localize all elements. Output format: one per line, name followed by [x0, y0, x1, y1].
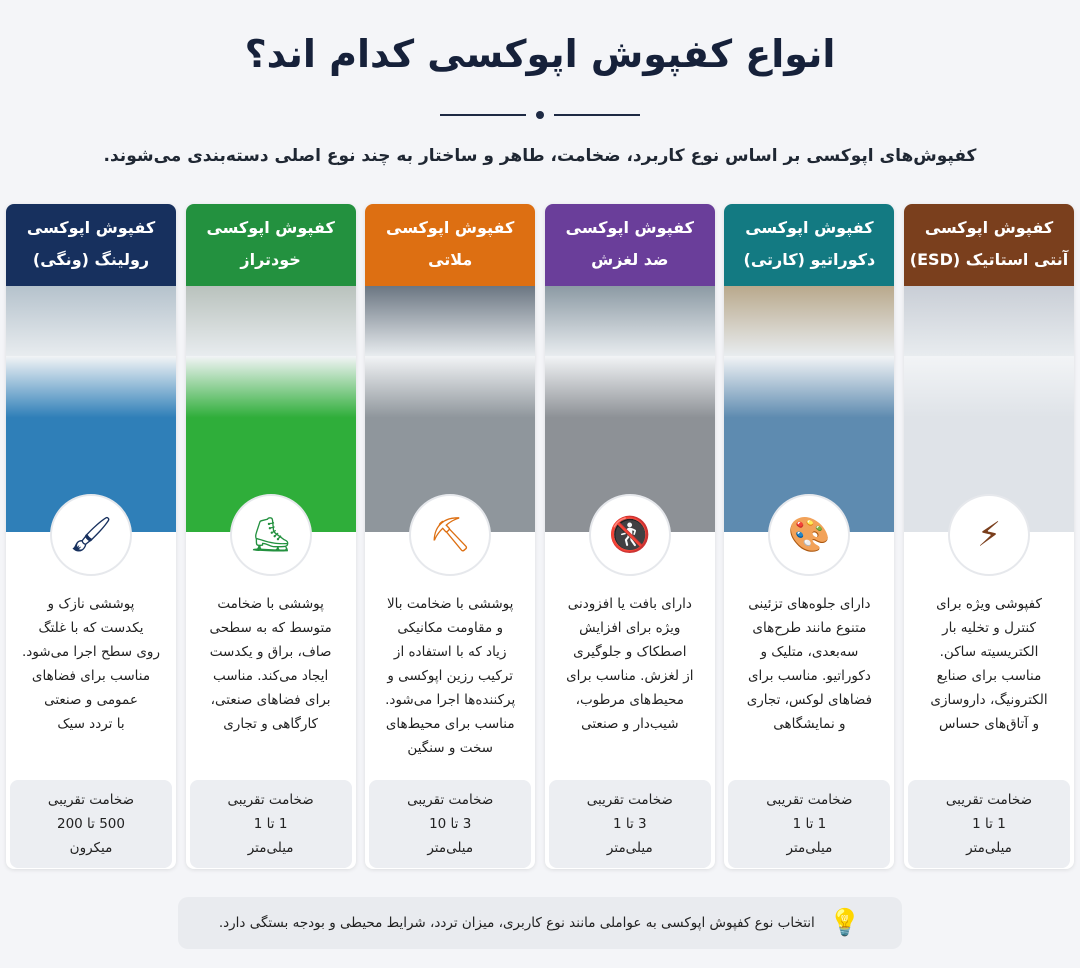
roller-icon: 🖌 [50, 494, 132, 576]
card-description [555, 592, 705, 736]
card-header [6, 204, 176, 286]
epoxy-type-card [724, 204, 894, 869]
thick-unit: میلی‌متر [786, 840, 833, 856]
card-title-line2: ضد لغزش [591, 250, 669, 269]
thick-value: 1 تا 1 [972, 816, 1006, 832]
description-line: سه‌بعدی، متلیک و [760, 644, 859, 660]
card-title-line2: آنتی استاتیک (ESD) [909, 250, 1069, 269]
description-line: یکدست که با غلتگ [38, 620, 144, 636]
description-line: دارای جلوه‌های تزئینی [748, 596, 871, 612]
thick-value: 500 تا 200 [56, 816, 125, 832]
footer-note [178, 897, 902, 949]
description-line: عمومی و صنعتی [44, 692, 138, 708]
description-line: صاف، براق و یکدست [209, 644, 332, 660]
thick-label: ضخامت تقریبی [586, 792, 673, 808]
card-header [545, 204, 715, 286]
description-line: ایجاد می‌کند. مناسب [212, 668, 329, 684]
thick-unit: میلی‌متر [427, 840, 474, 856]
thickness-box [728, 780, 890, 868]
thick-value: 3 تا 1 [612, 816, 647, 832]
palette-icon: 🎨 [768, 494, 850, 576]
page-subtitle: کفپوش‌های اپوکسی بر اساس نوع کاربرد، ضخامت، طاهر و ساختار به چند نوع اصلی دسته‌بندی می‌شوند. [103, 146, 977, 166]
thick-label: ضخامت تقریبی [766, 792, 853, 808]
epoxy-type-card [186, 204, 356, 869]
card-title-line1: کفپوش اپوکسی [386, 218, 515, 237]
thick-value: 1 تا 1 [792, 816, 827, 832]
trowel-stand-icon: ⛸ [230, 494, 312, 576]
description-line: پوششی با ضخامت بالا [386, 596, 514, 612]
description-line: و آتاق‌های حساس [939, 716, 1039, 732]
description-line: الکترونیگ، داروسازی [930, 692, 1048, 708]
card-title-line1: کفپوش اپوکسی [924, 218, 1054, 237]
thick-label: ضخامت تقریبی [945, 792, 1033, 808]
card-title-line1: کفپوش اپوکسی [565, 218, 694, 237]
description-line: و مقاومت مکانیکی [397, 620, 504, 636]
card-description [734, 592, 884, 736]
thickness-box [549, 780, 711, 868]
thick-unit: میلی‌متر [247, 840, 294, 856]
description-line: دارای بافت یا افزودنی [567, 596, 692, 612]
thick-value: 3 تا 10 [429, 816, 472, 832]
title-divider [440, 110, 640, 120]
thick-label: ضخامت تقریبی [407, 792, 494, 808]
description-line: مناسب برای محیط‌های [385, 716, 515, 732]
description-line: کفپوشی ویژه برای [936, 596, 1042, 612]
thick-unit: میکرون [69, 840, 113, 856]
card-title-line1: کفپوش اپوکسی [26, 218, 156, 237]
card-title-line2: ملاتی [428, 250, 473, 269]
description-line: سخت و سنگین [407, 740, 493, 756]
description-line: مناسب برای فضاهای [31, 668, 151, 684]
epoxy-type-card [365, 204, 535, 869]
thickness-box [10, 780, 172, 868]
thick-value: 1 تا 1 [253, 816, 288, 832]
description-line: شیب‌دار و صنعتی [581, 716, 679, 732]
card-description [16, 592, 166, 736]
description-line: پرکننده‌ها اجرا می‌شود. [385, 692, 516, 708]
thick-unit: میلی‌متر [606, 840, 653, 856]
card-header [904, 204, 1074, 286]
card-header [186, 204, 356, 286]
thick-label: ضخامت تقریبی [227, 792, 314, 808]
thickness-box [908, 780, 1070, 868]
description-line: پوششی با ضخامت [217, 596, 324, 612]
slip-icon: 🚷 [589, 494, 671, 576]
card-title-line1: کفپوش اپوکسی [745, 218, 874, 237]
card-header [365, 204, 535, 286]
card-title-line1: کفپوش اپوکسی [206, 218, 335, 237]
description-line: مناسب برای صنایع [936, 668, 1042, 684]
description-line: ویژه برای افزایش [579, 620, 681, 636]
card-title-line2: خودتراز [240, 250, 301, 269]
card-description [914, 592, 1064, 736]
lightbulb-icon: 💡 [828, 908, 862, 938]
description-line: دکوراتیو. مناسب برای [747, 668, 871, 684]
thick-label: ضخامت تقریبی [47, 792, 135, 808]
description-line: محیط‌های مرطوب، [575, 692, 684, 708]
card-header [724, 204, 894, 286]
description-line: ترکیب رزین اپوکسی و [387, 668, 514, 684]
card-description [196, 592, 346, 736]
description-line: اصطکاک و جلوگیری [573, 644, 687, 660]
footer-text: انتخاب نوع کفپوش اپوکسی به عواملی مانند نوع کاربری، میزان تردد، شرایط محیطی و بودجه بستگی دارد. [218, 915, 815, 931]
description-line: متوسط که به سطحی [209, 620, 332, 636]
description-line: الکتریسیته ساکن. [939, 644, 1039, 660]
description-line: کارگاهی و تجاری [223, 716, 318, 732]
description-line: پوششی نازک و [47, 596, 135, 612]
description-line: از لغزش. مناسب برای [566, 668, 694, 684]
description-line: زیاد که با استفاده از [393, 644, 507, 660]
card-title-line2: رولینگ (ونگی) [32, 250, 150, 269]
epoxy-type-card [6, 204, 176, 869]
description-line: متنوع مانند طرح‌های [752, 620, 867, 636]
description-line: برای فضاهای صنعتی، [210, 692, 331, 708]
card-title-line2: دکوراتیو (کارتی) [743, 250, 876, 269]
page-title: انواع کفپوش اپوکسی کدام اند؟ [244, 32, 836, 76]
description-line: فضاهای لوکس، تجاری [746, 692, 873, 708]
epoxy-type-card [904, 204, 1074, 869]
card-description [375, 592, 525, 760]
thick-unit: میلی‌متر [966, 840, 1012, 856]
thickness-box [190, 780, 352, 868]
lightning-icon: ⚡ [948, 494, 1030, 576]
description-line: و نمایشگاهی [773, 716, 846, 732]
trowel-icon: ⛏ [409, 494, 491, 576]
thickness-box [369, 780, 531, 868]
description-line: روی سطح اجرا می‌شود. [22, 644, 160, 660]
card-grid [6, 204, 1074, 872]
description-line: با تردد سیک [57, 716, 125, 732]
description-line: کنترل و تخلیه بار [942, 620, 1036, 636]
epoxy-type-card [545, 204, 715, 869]
